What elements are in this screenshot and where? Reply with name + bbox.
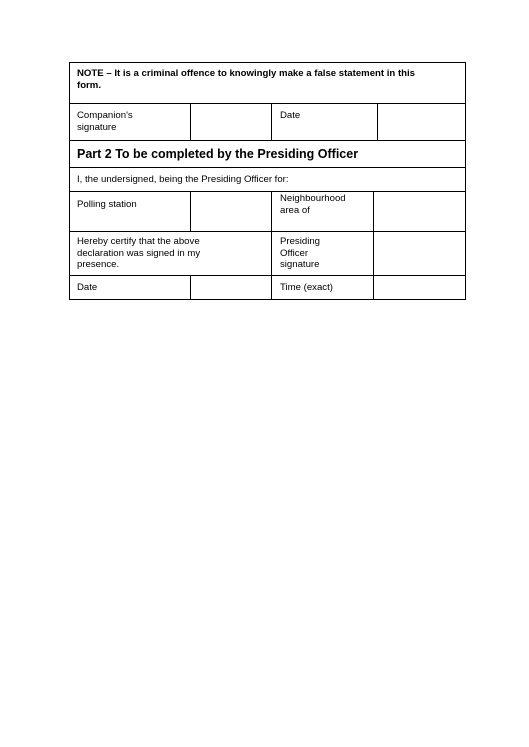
statement-line: Hereby certify that the above [77,236,200,247]
label-line: Companion's [77,110,133,121]
divider [271,191,272,300]
form-border-right [465,62,466,300]
companion-signature-field[interactable] [191,104,271,140]
time-exact-label: Time (exact) [280,282,333,293]
note-line: NOTE – It is a criminal offence to knowingly make a false statement in this [77,68,416,79]
neighbourhood-area-label [280,193,346,216]
date-field[interactable] [191,276,271,299]
note-line: form. [77,79,101,91]
divider [69,167,466,168]
label-line: area of [280,204,310,216]
certify-statement [77,236,267,271]
label-line: signature [77,121,117,133]
divider [69,140,466,141]
date-label: Date [77,282,98,293]
form-border-top [69,62,466,63]
form-border-bottom [69,299,466,300]
polling-station-label: Polling station [77,199,137,210]
part2-intro: I, the undersigned, being the Presiding Officer for: [77,174,289,185]
time-exact-field[interactable] [374,276,465,299]
label-line: Officer [280,247,309,259]
polling-station-field[interactable] [191,192,271,231]
label-line: Neighbourhood [280,193,346,204]
neighbourhood-area-field[interactable] [374,192,465,231]
companion-date-field[interactable] [378,104,465,140]
criminal-offence-note [77,68,462,91]
form-border-left [69,62,70,300]
presiding-officer-signature-label [280,236,320,271]
companion-date-label: Date [280,110,301,121]
presiding-officer-signature-field[interactable] [374,232,465,275]
label-line: Presiding [280,236,320,247]
divider [271,103,272,141]
statement-line: presence. [77,259,120,270]
part2-heading: Part 2 To be completed by the Presiding Officer [77,147,359,161]
label-line: signature [280,259,320,270]
statement-line: declaration was signed in my [77,247,201,259]
companion-signature-label [77,110,133,133]
